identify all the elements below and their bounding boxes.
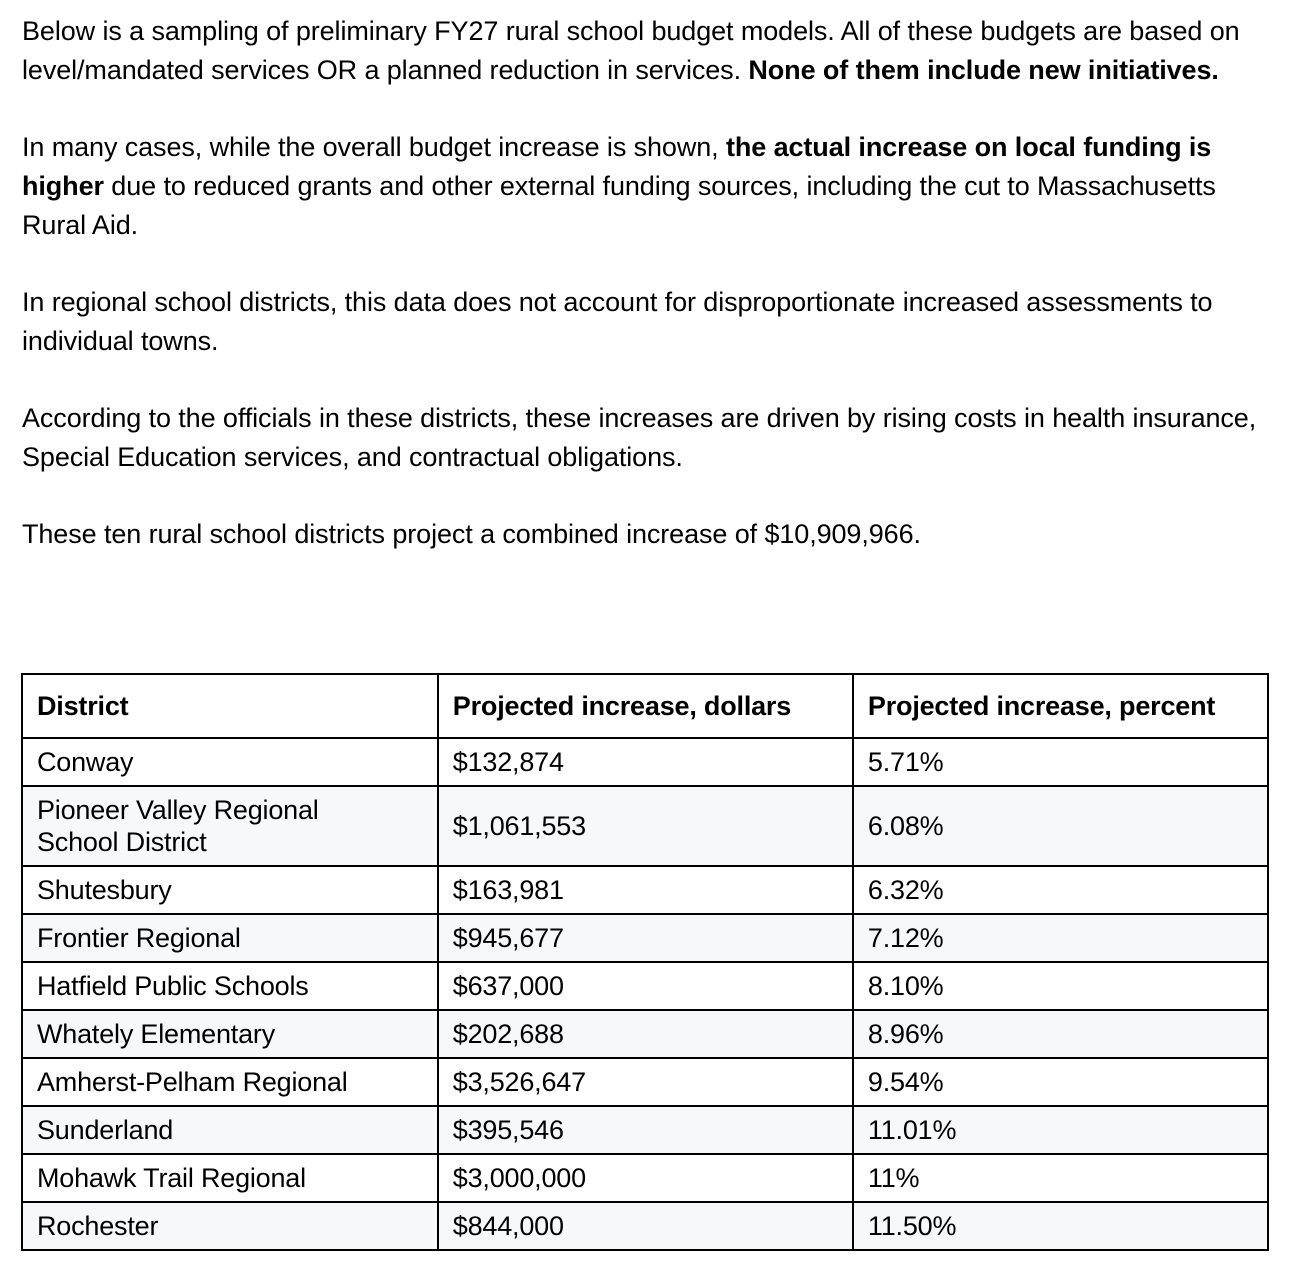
percent-cell: 11.01%	[853, 1106, 1268, 1154]
dollars-cell: $3,000,000	[438, 1154, 853, 1202]
header-district: District	[22, 674, 438, 738]
district-cell: Shutesbury	[22, 866, 438, 914]
percent-cell: 6.32%	[853, 866, 1268, 914]
table-header-row	[22, 674, 1268, 738]
budget-table	[21, 673, 1269, 1251]
district-cell: Amherst-Pelham Regional	[22, 1058, 438, 1106]
funding-paragraph	[22, 128, 1272, 244]
dollars-cell: $945,677	[438, 914, 853, 962]
table-row	[22, 1202, 1268, 1250]
district-cell: Mohawk Trail Regional	[22, 1154, 438, 1202]
dollars-cell: $202,688	[438, 1010, 853, 1058]
dollars-cell: $163,981	[438, 866, 853, 914]
table-row	[22, 1010, 1268, 1058]
district-cell: Pioneer Valley Regional School District	[22, 786, 438, 866]
district-cell: Conway	[22, 738, 438, 786]
percent-cell: 5.71%	[853, 738, 1268, 786]
district-cell: Rochester	[22, 1202, 438, 1250]
dollars-cell: $3,526,647	[438, 1058, 853, 1106]
table-row	[22, 786, 1268, 866]
district-cell: Whately Elementary	[22, 1010, 438, 1058]
dollars-cell: $395,546	[438, 1106, 853, 1154]
dollars-cell: $637,000	[438, 962, 853, 1010]
percent-cell: 8.96%	[853, 1010, 1268, 1058]
table-row	[22, 1106, 1268, 1154]
header-percent: Projected increase, percent	[853, 674, 1268, 738]
total-paragraph: These ten rural school districts project a combined increase of $10,909,966.	[22, 519, 921, 550]
table-row	[22, 914, 1268, 962]
district-cell: Frontier Regional	[22, 914, 438, 962]
dollars-cell: $1,061,553	[438, 786, 853, 866]
intro-paragraph-1	[22, 12, 1272, 89]
intro-text: Below is a sampling of preliminary FY27 rural school budget models. All of these budgets are based on level/mandated services OR a planned reduction in services.	[22, 16, 1240, 85]
dollars-cell: $844,000	[438, 1202, 853, 1250]
percent-cell: 11.50%	[853, 1202, 1268, 1250]
funding-text-post: due to reduced grants and other external funding sources, including the cut to Massachusetts Rural Aid.	[22, 170, 1216, 240]
district-cell: Sunderland	[22, 1106, 438, 1154]
dollars-cell: $132,874	[438, 738, 853, 786]
percent-cell: 11%	[853, 1154, 1268, 1202]
percent-cell: 9.54%	[853, 1058, 1268, 1106]
document-body	[22, 12, 1272, 554]
table-row	[22, 738, 1268, 786]
table-row	[22, 866, 1268, 914]
intro-emphasis: None of them include new initiatives.	[748, 54, 1219, 85]
funding-emphasis: the actual increase on local funding is higher	[22, 132, 1212, 201]
percent-cell: 8.10%	[853, 962, 1268, 1010]
funding-text-pre: In many cases, while the overall budget increase is shown,	[22, 132, 726, 163]
table-row	[22, 1058, 1268, 1106]
percent-cell: 6.08%	[853, 786, 1268, 866]
table-row	[22, 962, 1268, 1010]
regional-paragraph: In regional school districts, this data does not account for disproportionate increased assessments to individual towns.	[22, 286, 1213, 356]
header-dollars: Projected increase, dollars	[438, 674, 853, 738]
district-cell: Hatfield Public Schools	[22, 962, 438, 1010]
table-row	[22, 1154, 1268, 1202]
percent-cell: 7.12%	[853, 914, 1268, 962]
drivers-paragraph: According to the officials in these districts, these increases are driven by rising costs in health insurance, Special Education services, and contractual obligations.	[22, 402, 1257, 472]
